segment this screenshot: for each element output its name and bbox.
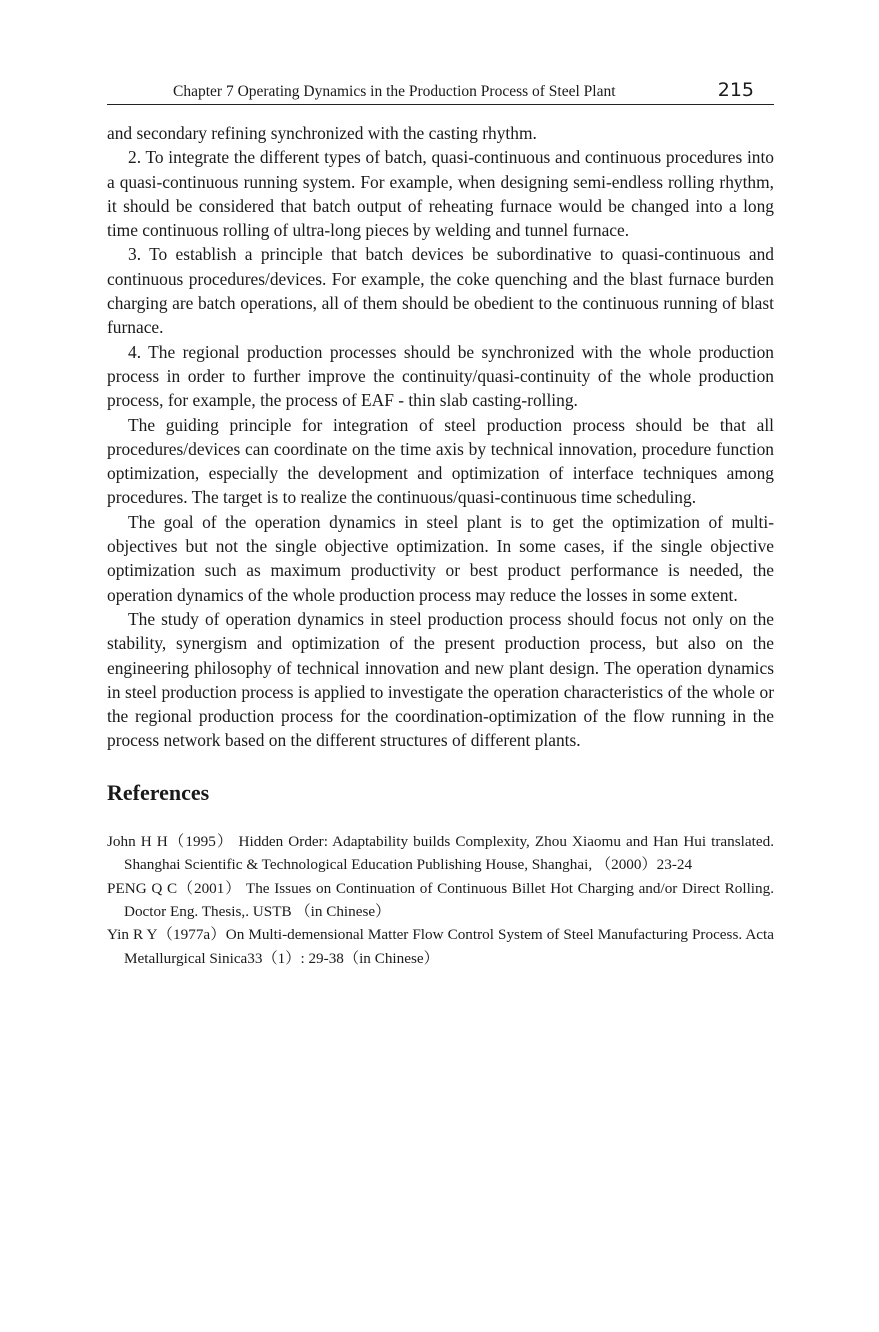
- paragraph: and secondary refining synchronized with the casting rhythm.: [107, 123, 537, 143]
- paragraph: 2. To integrate the different types of batch, quasi-continuous and continuous procedures into a quasi-continuous running system. For example, when designing semi-endless rolling rhythm, it should be considered that batch output of reheating furnace would be changed into a long time continuous rolling of ultra-long pieces by welding and tunnel furnace.: [107, 147, 774, 241]
- running-header: [107, 76, 774, 105]
- reference-item: John H H（1995） Hidden Order: Adaptability builds Complexity, Zhou Xiaomu and Han Hui translated. Shanghai Scientific & Technological Education Publishing House, Shanghai, （2000）23-24: [107, 832, 774, 874]
- book-page: [107, 76, 774, 970]
- page-number: 215: [717, 79, 754, 101]
- paragraph: The guiding principle for integration of steel production process should be that all procedures/devices can coordinate on the time axis by technical innovation, procedure function optimization, especially the development and optimization of interface techniques among procedures. The target is to realize the continuous/quasi-continuous time scheduling.: [107, 414, 774, 508]
- reference-list: [107, 830, 774, 970]
- paragraph: The goal of the operation dynamics in steel plant is to get the optimization of multi-objectives but not the single objective optimization. In some cases, if the single objective optimization such as maximum productivity or best product performance is needed, the operation dynamics of the whole production process may reduce the losses in some extent.: [107, 511, 774, 605]
- body-text: [107, 121, 774, 753]
- paragraph: 4. The regional production processes should be synchronized with the whole production process in order to further improve the continuity/quasi-continuity of the whole production process, for example, the process of EAF - thin slab casting-rolling.: [107, 341, 774, 411]
- running-title: Chapter 7 Operating Dynamics in the Production Process of Steel Plant: [173, 83, 616, 100]
- paragraph: The study of operation dynamics in steel production process should focus not only on the stability, synergism and optimization of the present production process, but also on the engineering philosophy of technical innovation and new plant design. The operation dynamics in steel production process is applied to investigate the operation characteristics of the whole or the regional production process for the coordination-optimization of the flow running in the process network based on the different structures of different plants.: [107, 608, 774, 751]
- references-heading: References: [107, 779, 210, 805]
- paragraph: 3. To establish a principle that batch devices be subordinative to quasi-continuous and continuous procedures/devices. For example, the coke quenching and the blast furnace burden charging are batch operations, all of them should be obedient to the continuous running of blast furnace.: [107, 244, 774, 338]
- reference-item: PENG Q C（2001） The Issues on Continuation of Continuous Billet Hot Charging and/or Direct Rolling. Doctor Eng. Thesis,. USTB （in Chinese）: [107, 879, 774, 920]
- reference-item: Yin R Y（1977a）On Multi-demensional Matter Flow Control System of Steel Manufacturing Process. Acta Metallurgical Sinica33（1）: 29-38（in Chinese）: [107, 926, 774, 967]
